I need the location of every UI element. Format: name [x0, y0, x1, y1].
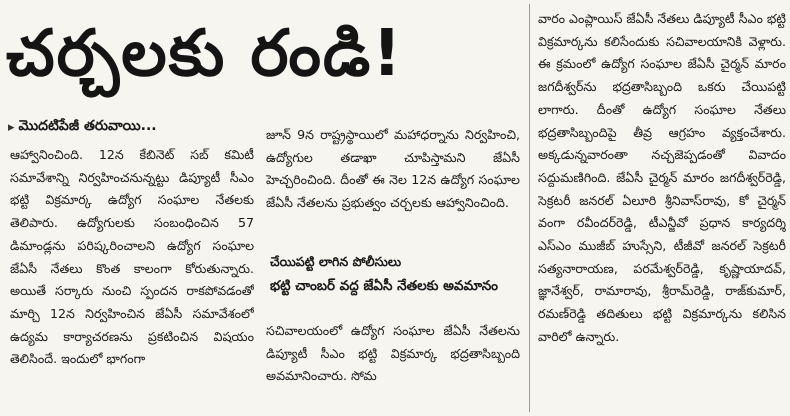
- chevron-right-icon: ▸: [8, 120, 15, 135]
- column-divider: [529, 4, 530, 412]
- subheadline: చేయిపట్టి లాగిన పోలీసులు: [270, 254, 402, 269]
- article-column-left: [10, 144, 254, 412]
- article-column-middle-top: [266, 124, 520, 242]
- headline: చర్చలకు రండి!: [6, 17, 404, 91]
- right-column-text: వారం ఎంప్లాయిస్ జేఏసీ నేతలు డిప్యూటీ సీఎం భట్టి విక్రమార్కను కలిసేందుకు సచివాలయానికి వెళ్లారు. ఈ క్రమంలో ఉద్యోగ సంఘాల జేఏసీ చైర్మన్ మారం జగదీశ్వర్‌ను భద్రతాసిబ్బంది ఒకరు చేయిపట్టి లాగారు. దీంతో ఉద్యోగ సంఘాల నేతలు భద్రతాసిబ్బందిపై తీవ్ర ఆగ్రహం వ్యక్తంచేశారు. అక్కడున్నవారంతా నచ్చజెప్పడంతో వివాదం సద్దుమణిగింది. జేఏసీ చైర్మన్ మారం జగదీశ్వర్‌రెడ్డి, సెక్రటరీ జనరల్ ఏలూరి శ్రీనివాస్‌రావు, కో చైర్మన్ వంగా రవీందర్‌రెడ్డి, టీఎన్జీవో ప్రధాన కార్యదర్శి ఎస్ఎం ముజీబ్ హుస్సేని, టీజీవో జనరల్ సెక్రటరీ సత్యనారాయణ, పరమేశ్వర్‌రెడ్డి, కృష్ణాయాదవ్, జ్ఞానేశ్వర్, రామారావు, శ్రీరామ్‌రెడ్డి, రాజ్‌కుమార్, రమణ్‌రెడ్డి తదితులు భట్టి విక్రమార్కను కలిసిన వారిలో ఉన్నారు.: [538, 11, 786, 344]
- kicker-text: మొదటిపేజీ తరువాయి...: [18, 118, 157, 134]
- continued-from-front-page: [8, 118, 258, 137]
- article-column-right: [538, 8, 786, 412]
- middle-column-top-text: జూన్ 9న రాష్ట్రస్థాయిలో మహాధర్నాను నిర్వహించి, ఉద్యోగుల తడాఖా చూపిస్తామని జేఏసీ హెచ్చరించింది. దీంతో ఈ నెల 12న ఉద్యోగ సంఘాల జేఏసీ నేతలను ప్రభుత్వం చర్చలకు ఆహ్వానించింది.: [266, 127, 520, 211]
- subheadline-deck: భట్టి చాంబర్ వద్ద జేఏసీ నేతలకు అవమానం: [270, 278, 499, 294]
- middle-column-bottom-text: సచివాలయంలో ఉద్యోగ సంఘాల జేఏసీ నేతలను డిప్యూటీ సీఎం భట్టి విక్రమార్క భద్రతాసిబ్బంది అవమానించారు. సోమ: [266, 323, 520, 384]
- left-column-text: ఆహ్వానించింది. 12న కేబినెట్ సబ్ కమిటీ సమావేశాన్ని నిర్వహించనున్నట్టు డిప్యూటీ సీఎం భట్టి విక్రమార్క ఉద్యోగ సంఘాల నేతలకు తెలిపారు. ఉద్యోగులకు సంబంధించిన 57 డిమాండ్లను పరిష్కరించాలని ఉద్యోగ సంఘాల జేఏసీ నేతలు కొంత కాలంగా కోరుతున్నారు. అయితే సర్కారు నుంచి స్పందన రాకపోవడంతో మార్చి 12న నిర్వహించిన జేఏసీ సమావేశంలో ఉద్యమ కార్యాచరణను ప్రకటించిన విషయం తెలిసిందే. ఇందులో భాగంగా: [10, 147, 254, 367]
- article-column-middle-bottom: [266, 320, 520, 412]
